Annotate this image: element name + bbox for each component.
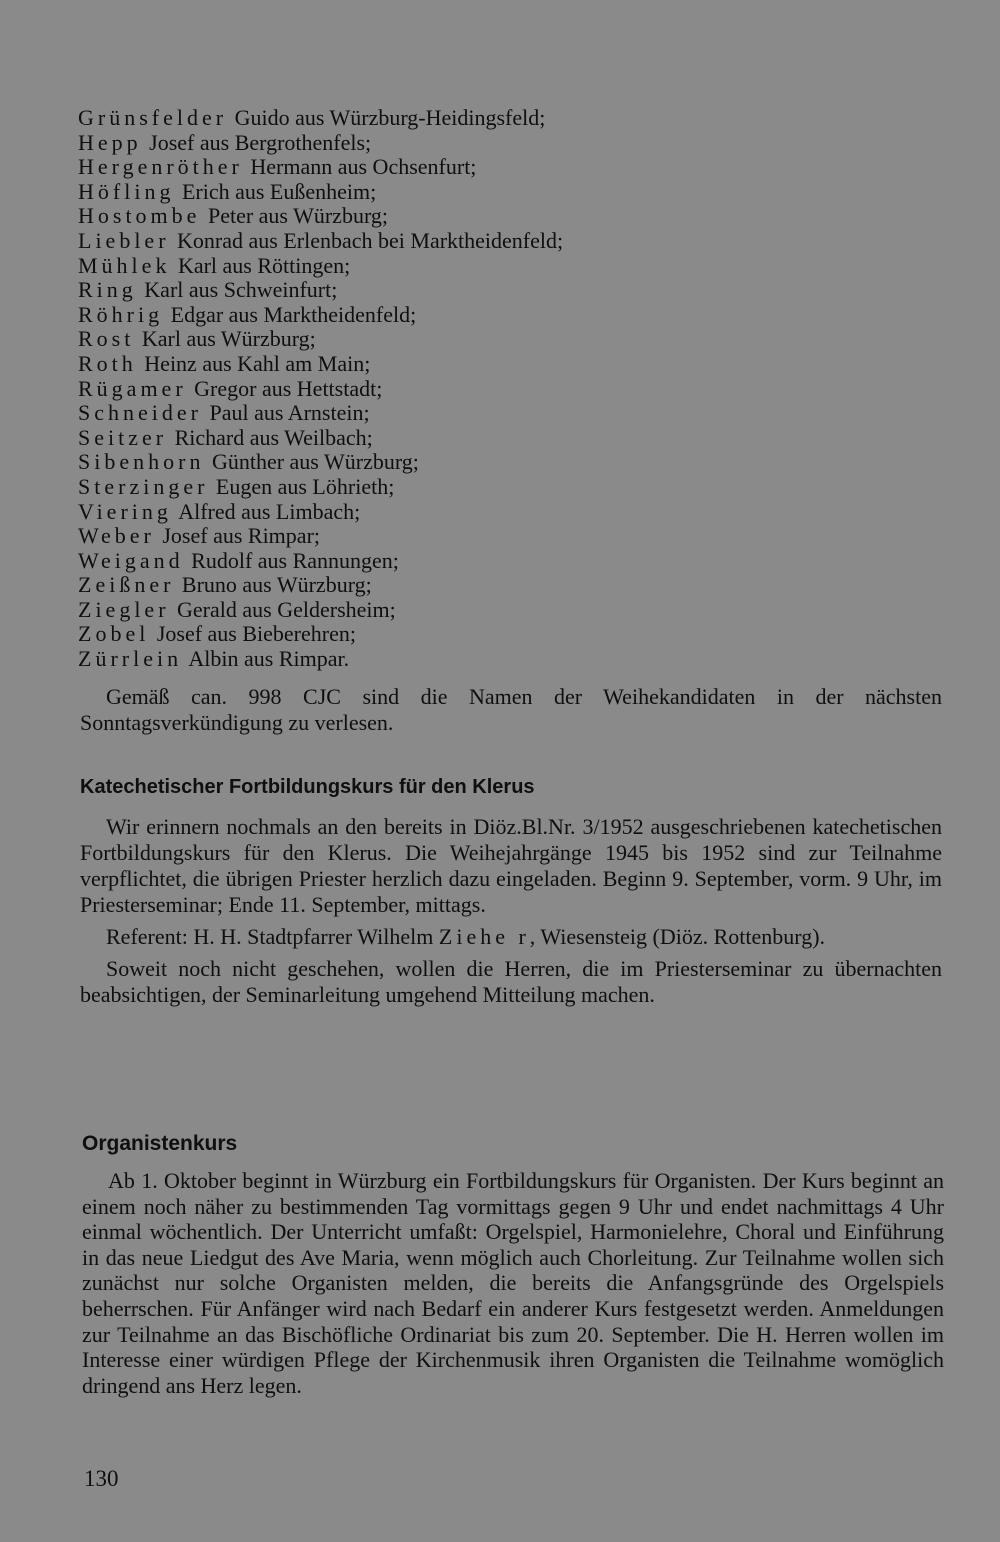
candidate-surname: Roth bbox=[78, 350, 137, 376]
section-body-organisten bbox=[82, 1168, 944, 1398]
candidate-line bbox=[78, 327, 958, 352]
candidate-surname: Röhrig bbox=[78, 301, 164, 327]
candidate-details: Paul aus Arnstein; bbox=[209, 400, 370, 426]
candidate-surname: Weigand bbox=[78, 547, 184, 573]
candidate-surname: Rügamer bbox=[78, 375, 187, 401]
candidate-details: Peter aus Würzburg; bbox=[207, 203, 388, 229]
candidate-details: Josef aus Rimpar; bbox=[162, 523, 321, 549]
candidate-line bbox=[78, 426, 958, 451]
announcement-paragraph: Gemäß can. 998 CJC sind die Namen der Weihekandidaten in der nächsten Sonntagsverkündigung zu verlesen. bbox=[80, 684, 942, 735]
candidate-surname: Seitzer bbox=[78, 424, 168, 450]
candidate-line bbox=[78, 254, 958, 279]
candidate-line bbox=[78, 622, 958, 647]
candidate-line bbox=[78, 573, 958, 598]
candidate-line bbox=[78, 278, 958, 303]
candidate-line bbox=[78, 647, 958, 672]
candidate-line bbox=[78, 131, 958, 156]
candidate-details: Karl aus Schweinfurt; bbox=[144, 277, 338, 303]
candidate-surname: Ring bbox=[78, 277, 137, 303]
candidate-line bbox=[78, 377, 958, 402]
candidate-line bbox=[78, 549, 958, 574]
candidate-line bbox=[78, 450, 958, 475]
candidate-details: Bruno aus Würzburg; bbox=[181, 572, 372, 598]
candidate-details: Konrad aus Erlenbach bei Marktheidenfeld; bbox=[177, 227, 564, 253]
candidate-list bbox=[78, 106, 958, 672]
candidate-details: Gregor aus Hettstadt; bbox=[194, 375, 383, 401]
candidate-surname: Mühlek bbox=[78, 252, 171, 278]
candidate-line bbox=[78, 401, 958, 426]
candidate-surname: Sterzinger bbox=[78, 473, 209, 499]
candidate-line bbox=[78, 229, 958, 254]
candidate-surname: Grünsfelder bbox=[78, 105, 228, 130]
candidate-surname: Zürrlein bbox=[78, 646, 183, 672]
candidate-surname: Zeißner bbox=[78, 572, 175, 598]
candidate-surname: Ziegler bbox=[78, 596, 170, 622]
candidate-details: Karl aus Würzburg; bbox=[141, 326, 316, 352]
candidate-surname: Rost bbox=[78, 326, 135, 352]
candidate-details: Edgar aus Marktheidenfeld; bbox=[170, 301, 417, 327]
candidate-details: Alfred aus Limbach; bbox=[178, 498, 361, 524]
candidate-surname: Hepp bbox=[78, 129, 142, 155]
candidate-surname: Weber bbox=[78, 523, 155, 549]
referent-prefix: Referent: H. H. Stadtpfarrer Wilhelm bbox=[106, 924, 434, 949]
candidate-details: Eugen aus Löhrieth; bbox=[215, 473, 395, 499]
candidate-line bbox=[78, 180, 958, 205]
candidate-details: Hermann aus Ochsenfurt; bbox=[250, 154, 477, 180]
referent-paragraph bbox=[80, 924, 942, 950]
candidate-details: Heinz aus Kahl am Main; bbox=[144, 350, 371, 376]
candidate-surname: Liebler bbox=[78, 227, 170, 253]
candidate-surname: Hergenröther bbox=[78, 154, 243, 180]
candidate-surname: Viering bbox=[78, 498, 172, 524]
candidate-line bbox=[78, 500, 958, 525]
lodging-paragraph: Soweit noch nicht geschehen, wollen die Herren, die im Priesterseminar zu übernachten beabsichtigen, der Seminarleitung umgehend Mitteilung machen. bbox=[80, 956, 942, 1007]
candidate-surname: Sibenhorn bbox=[78, 449, 205, 475]
candidate-details: Gerald aus Geldersheim; bbox=[177, 596, 396, 622]
candidate-line bbox=[78, 106, 958, 131]
referent-name: Ziehe r bbox=[438, 924, 530, 949]
referent-suffix: , Wiesensteig (Diöz. Rottenburg). bbox=[529, 924, 826, 949]
candidate-details: Karl aus Röttingen; bbox=[177, 252, 351, 278]
candidate-details: Josef aus Bergrothenfels; bbox=[149, 129, 372, 155]
candidate-details: Guido aus Würzburg-Heidingsfeld; bbox=[234, 105, 546, 130]
candidate-details: Richard aus Weilbach; bbox=[174, 424, 373, 450]
candidate-line bbox=[78, 598, 958, 623]
candidate-line bbox=[78, 524, 958, 549]
candidate-line bbox=[78, 475, 958, 500]
section-heading-katechetik: Katechetischer Fortbildungskurs für den Klerus bbox=[80, 776, 535, 798]
organ-course-paragraph: Ab 1. Oktober beginnt in Würzburg ein Fortbildungskurs für Organisten. Der Kurs beginnt an einem noch näher zu bestimmenden Tag vormittags gegen 9 Uhr und endet nachmittags 4 Uhr einmal wöchentlich. Der Unterricht umfaßt: Orgelspiel, Harmonielehre, Choral und Einführung in das neue Liedgut des Ave Maria, wenn möglich auch Chorleitung. Zur Teilnahme wollen sich zunächst nur solche Organisten melden, die bereits die Anfangsgründe des Orgelspiels beherrschen. Für Anfänger wird nach Bedarf ein anderer Kurs festgesetzt werden. Anmeldungen zur Teilnahme an das Bischöfliche Ordinariat bis zum 20. September. Die H. Herren wollen im Interesse einer würdigen Pflege der Kirchenmusik ihren Organisten die Teilnahme womöglich dringend ans Herz legen. bbox=[82, 1168, 944, 1398]
section-heading-organisten: Organistenkurs bbox=[82, 1132, 238, 1155]
candidate-surname: Schneider bbox=[78, 400, 202, 426]
candidate-details: Erich aus Eußenheim; bbox=[181, 178, 377, 204]
candidate-line bbox=[78, 155, 958, 180]
candidate-surname: Höfling bbox=[78, 178, 175, 204]
candidate-details: Günther aus Würzburg; bbox=[211, 449, 419, 475]
candidate-details: Rudolf aus Rannungen; bbox=[191, 547, 399, 573]
candidate-details: Albin aus Rimpar. bbox=[188, 646, 350, 672]
page-number: 130 bbox=[84, 1466, 119, 1491]
section-body-katechetik bbox=[80, 814, 942, 1014]
candidate-line bbox=[78, 204, 958, 229]
candidate-surname: Hostombe bbox=[78, 203, 201, 229]
candidate-surname: Zobel bbox=[78, 621, 150, 647]
candidate-line bbox=[78, 303, 958, 328]
course-paragraph: Wir erinnern nochmals an den bereits in Diöz.Bl.Nr. 3/1952 ausgeschriebenen katechetischen Fortbildungskurs für den Klerus. Die Weihejahrgänge 1945 bis 1952 sind zur Teilnahme verpflichtet, die übrigen Priester herzlich dazu eingeladen. Beginn 9. September, vorm. 9 Uhr, im Priesterseminar; Ende 11. September, mittags. bbox=[80, 814, 942, 917]
candidate-details: Josef aus Bieberehren; bbox=[156, 621, 356, 647]
candidate-line bbox=[78, 352, 958, 377]
